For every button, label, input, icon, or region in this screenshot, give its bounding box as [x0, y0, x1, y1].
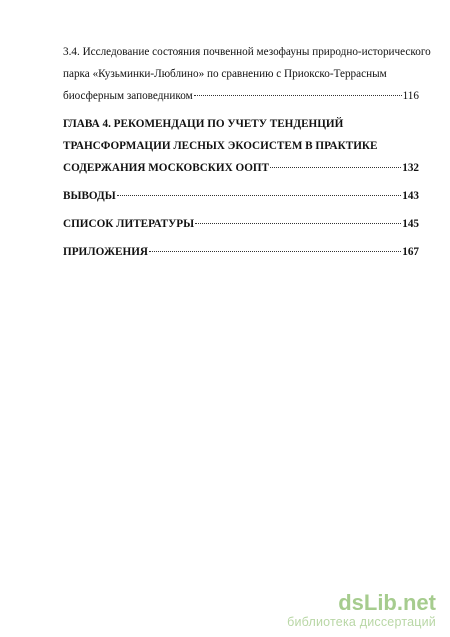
dot-leader: [195, 223, 401, 224]
toc-entry-appendices[interactable]: [63, 241, 419, 263]
dot-leader: [270, 167, 401, 168]
dot-leader: [194, 95, 402, 96]
dot-leader: [117, 195, 401, 196]
table-of-contents: [63, 41, 431, 263]
toc-entry-text-line: СОДЕРЖАНИЯ МОСКОВСКИХ ООПТ: [63, 162, 270, 174]
toc-page-number: 116: [402, 90, 419, 102]
toc-entry-text-line: ГЛАВА 4. РЕКОМЕНДАЦИ ПО УЧЕТУ ТЕНДЕНЦИЙ: [63, 118, 344, 130]
toc-page-number: 145: [402, 218, 419, 230]
toc-entry-chapter-4[interactable]: [63, 113, 419, 179]
toc-entry-conclusions[interactable]: [63, 185, 419, 207]
toc-entry-section-3-4[interactable]: [63, 41, 431, 107]
watermark-logo: [287, 591, 436, 615]
dot-leader: [149, 251, 401, 252]
site-watermark: [287, 591, 436, 629]
watermark-logo-tld: .net: [396, 590, 436, 615]
toc-entry-title: СПИСОК ЛИТЕРАТУРЫ: [63, 218, 195, 230]
toc-entry-text-line: 3.4. Исследование состояния почвенной мезофауны природно-исторического: [63, 46, 431, 58]
toc-entry-text-line: парка «Кузьминки-Люблино» по сравнению с Приокско-Террасным: [63, 68, 387, 80]
toc-entry-title: ПРИЛОЖЕНИЯ: [63, 246, 149, 258]
toc-page-number: 132: [402, 162, 419, 174]
toc-page-number: 143: [402, 190, 419, 202]
toc-page-number: 167: [402, 246, 419, 258]
watermark-logo-main: dsLib: [338, 590, 397, 615]
toc-entry-title: ВЫВОДЫ: [63, 190, 116, 202]
watermark-subtitle: библиотека диссертаций: [287, 615, 436, 629]
toc-entry-references[interactable]: [63, 213, 419, 235]
toc-entry-text-line: ТРАНСФОРМАЦИИ ЛЕСНЫХ ЭКОСИСТЕМ В ПРАКТИКЕ: [63, 140, 378, 152]
toc-entry-text-line: биосферным заповедником: [63, 90, 193, 102]
